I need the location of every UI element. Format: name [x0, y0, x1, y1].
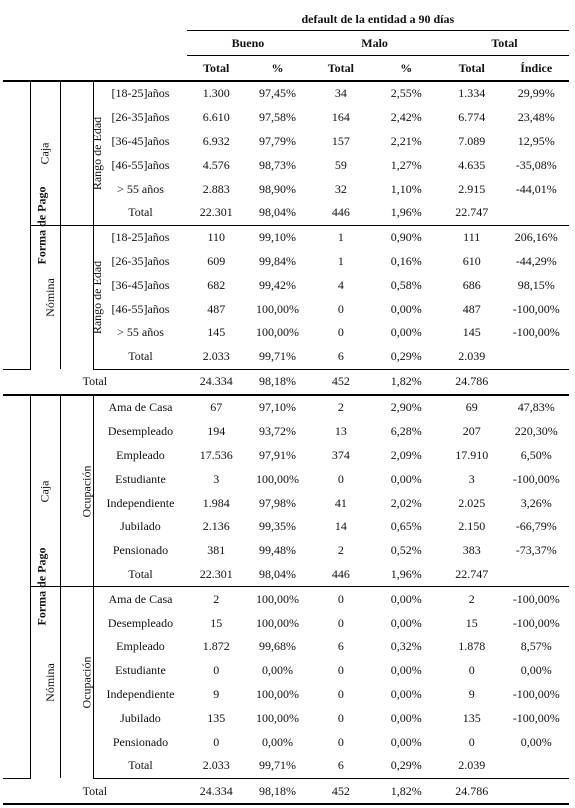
- cell-value: 15: [465, 615, 478, 630]
- grand-total-value: 98,18%: [246, 778, 309, 804]
- default-table: [3, 8, 569, 805]
- cell-value: 0,65%: [390, 519, 422, 534]
- cell-value: 207: [462, 424, 481, 439]
- cell-value: 1.872: [202, 639, 230, 654]
- subcol-header: %: [373, 56, 441, 82]
- cell-value: 135: [207, 710, 226, 725]
- cell-value: 0: [337, 615, 344, 630]
- cell-value: 97,98%: [258, 495, 296, 510]
- block-label-text: Caja: [37, 142, 52, 165]
- cell-value: 1: [337, 253, 344, 268]
- subtotal-value: 2.033: [187, 754, 246, 778]
- subtotal-label: Total: [94, 201, 187, 225]
- cell-value: 0,00%: [390, 710, 422, 725]
- cell-value: 12,95%: [517, 133, 555, 148]
- cell-value: -100,00%: [512, 710, 560, 725]
- cell-value: 686: [462, 277, 481, 292]
- subtotal-value: 6: [309, 754, 372, 778]
- cell-value: 15: [210, 615, 223, 630]
- row-label: Independiente: [94, 683, 187, 707]
- group-header-malo: Malo: [309, 31, 440, 56]
- cell-value: -44,01%: [515, 181, 557, 196]
- cell-value: 2,21%: [390, 133, 422, 148]
- cell-value: -73,37%: [515, 543, 557, 558]
- cell-value: 100,00%: [255, 471, 299, 486]
- cell-value: 17.536: [199, 448, 233, 463]
- grand-total-row: [3, 778, 569, 804]
- row-label: [26-35]años: [94, 106, 187, 130]
- subtotal-value: 22.747: [455, 567, 489, 582]
- subcol-header: %: [246, 56, 309, 82]
- grand-total-value: 1,82%: [373, 778, 441, 804]
- cell-value: 0,32%: [390, 639, 422, 654]
- cell-value: 7.089: [458, 133, 486, 148]
- cell-value: 99,48%: [258, 543, 296, 558]
- group-header-bueno: Bueno: [187, 31, 309, 56]
- cell-value: 145: [462, 325, 481, 340]
- cell-value: 0,90%: [373, 225, 441, 249]
- cell-value: 164: [331, 110, 350, 125]
- grand-total-value: 24.334: [187, 369, 246, 395]
- cell-value: 98,73%: [258, 157, 296, 172]
- subtotal-value: 2.039: [440, 345, 503, 369]
- var-label-text: Rango de Edad: [89, 116, 104, 191]
- grand-total-value: 24.334: [187, 778, 246, 804]
- cell-value: 2.883: [202, 181, 230, 196]
- cell-value: 0: [468, 734, 475, 749]
- cell-value: 1,27%: [390, 157, 422, 172]
- cell-value: 0: [337, 734, 344, 749]
- row-label: Ama de Casa: [94, 587, 187, 611]
- subtotal-value: [503, 201, 569, 225]
- cell-value: 2,90%: [390, 400, 422, 415]
- row-label: [26-35]años: [94, 250, 187, 274]
- cell-value: -35,08%: [515, 157, 557, 172]
- cell-value: 6,28%: [390, 424, 422, 439]
- cell-value: -100,00%: [503, 587, 569, 611]
- cell-value: 23,48%: [517, 110, 555, 125]
- cell-value: 383: [462, 543, 481, 558]
- cell-value: 2: [187, 587, 246, 611]
- table-row: [3, 395, 569, 420]
- cell-value: 1.334: [458, 86, 486, 101]
- cell-value: 9: [468, 687, 475, 702]
- cell-value: 1.984: [202, 495, 230, 510]
- row-label: Jubilado: [94, 515, 187, 539]
- cell-value: 0: [337, 325, 344, 340]
- cell-value: 145: [207, 325, 226, 340]
- row-label: [46-55]años: [94, 153, 187, 177]
- row-label: Ama de Casa: [94, 395, 187, 420]
- cell-value: 0,58%: [390, 277, 422, 292]
- cell-value: 0: [337, 301, 344, 316]
- cell-value: 0,00%: [390, 663, 422, 678]
- row-label: Estudiante: [94, 467, 187, 491]
- cell-value: 13: [334, 424, 347, 439]
- row-label: [36-45]años: [94, 273, 187, 297]
- cell-value: 93,72%: [258, 424, 296, 439]
- cell-value: 0,00%: [390, 615, 422, 630]
- cell-value: 1,10%: [390, 181, 422, 196]
- cell-value: 111: [440, 225, 503, 249]
- subtotal-value: 99,71%: [246, 754, 309, 778]
- cell-value: 0,00%: [373, 587, 441, 611]
- cell-value: -66,79%: [515, 519, 557, 534]
- cell-value: 0,00%: [390, 687, 422, 702]
- cell-value: 0: [337, 663, 344, 678]
- block-label-text: Nómina: [42, 663, 57, 703]
- row-label: > 55 años: [94, 177, 187, 201]
- cell-value: 0: [213, 734, 220, 749]
- grand-total-value: 24.786: [440, 369, 503, 395]
- cell-value: 32: [334, 181, 347, 196]
- subtotal-label: Total: [94, 345, 187, 369]
- subtotal-value: 0,29%: [373, 345, 441, 369]
- subtotal-value: 22.747: [455, 205, 489, 220]
- var-label-text: Ocupación: [78, 656, 93, 709]
- cell-value: 0,52%: [390, 543, 422, 558]
- cell-value: 99,42%: [258, 277, 296, 292]
- cell-value: 135: [462, 710, 481, 725]
- group-header-total: Total: [440, 31, 569, 56]
- subtotal-value: 98,04%: [258, 205, 296, 220]
- cell-value: 0,00%: [390, 301, 422, 316]
- grand-total-value: 452: [309, 778, 372, 804]
- cell-value: 157: [331, 133, 350, 148]
- subtotal-value: [503, 754, 569, 778]
- subtotal-value: 99,71%: [246, 345, 309, 369]
- cell-value: -100,00%: [512, 471, 560, 486]
- cell-value: 97,10%: [258, 400, 296, 415]
- var-label: [60, 587, 94, 778]
- grand-total-label: Total: [3, 369, 187, 395]
- block-label: [30, 225, 60, 369]
- cell-value: 2,09%: [390, 448, 422, 463]
- cell-value: 1.300: [202, 86, 230, 101]
- grand-total-value: 24.786: [440, 778, 503, 804]
- cell-value: 0,00%: [261, 734, 293, 749]
- grand-total-value: [503, 778, 569, 804]
- cell-value: 487: [462, 301, 481, 316]
- outer-label-text: Forma de Pago: [34, 186, 49, 265]
- cell-value: -100,00%: [512, 687, 560, 702]
- subcol-header: Índice: [503, 56, 569, 82]
- subcol-header: Total: [440, 56, 503, 82]
- subtotal-value: 1,96%: [390, 205, 422, 220]
- cell-value: 6: [337, 639, 344, 654]
- cell-value: 100,00%: [255, 325, 299, 340]
- subcol-header: Total: [187, 56, 246, 82]
- cell-value: -100,00%: [512, 301, 560, 316]
- block-label: [30, 587, 60, 778]
- cell-value: 381: [207, 543, 226, 558]
- cell-value: 41: [334, 495, 347, 510]
- cell-value: 0,00%: [390, 734, 422, 749]
- subcol-header: Total: [309, 56, 372, 82]
- cell-value: 2.915: [458, 181, 486, 196]
- cell-value: 682: [207, 277, 226, 292]
- cell-value: -44,29%: [515, 253, 557, 268]
- cell-value: 2.150: [458, 519, 486, 534]
- row-label: Empleado: [94, 444, 187, 468]
- cell-value: 2: [440, 587, 503, 611]
- cell-value: 0: [337, 687, 344, 702]
- cell-value: 9: [213, 687, 220, 702]
- subtotal-value: 1,96%: [390, 567, 422, 582]
- cell-value: 0: [213, 663, 220, 678]
- row-label: [46-55]años: [94, 297, 187, 321]
- cell-value: 0: [337, 471, 344, 486]
- cell-value: 97,45%: [258, 86, 296, 101]
- cell-value: 6,50%: [520, 448, 552, 463]
- cell-value: 2: [337, 543, 344, 558]
- subtotal-value: 98,04%: [258, 567, 296, 582]
- cell-value: 194: [207, 424, 226, 439]
- row-label: Pensionado: [94, 539, 187, 563]
- cell-value: 4.576: [202, 157, 230, 172]
- grand-total-row: [3, 369, 569, 395]
- table-row: [3, 81, 569, 106]
- cell-value: 0,00%: [390, 325, 422, 340]
- cell-value: 100,00%: [255, 710, 299, 725]
- cell-value: 220,30%: [514, 424, 558, 439]
- cell-value: 99,68%: [258, 639, 296, 654]
- grand-total-value: [503, 369, 569, 395]
- cell-value: 0,00%: [390, 471, 422, 486]
- subtotal-value: 2.039: [440, 754, 503, 778]
- cell-value: 6.774: [458, 110, 486, 125]
- block-label: [30, 81, 60, 225]
- row-label: [18-25]años: [94, 225, 187, 249]
- row-label: [18-25]años: [94, 81, 187, 106]
- cell-value: 0,00%: [520, 734, 552, 749]
- cell-value: 1.878: [458, 639, 486, 654]
- cell-value: 100,00%: [246, 587, 309, 611]
- cell-value: 609: [207, 253, 226, 268]
- cell-value: 98,90%: [258, 181, 296, 196]
- cell-value: 97,91%: [258, 448, 296, 463]
- cell-value: 0,16%: [390, 253, 422, 268]
- cell-value: 17.910: [455, 448, 489, 463]
- cell-value: 0: [309, 587, 372, 611]
- outer-label-text: Forma de Pago: [34, 547, 49, 626]
- cell-value: 2,02%: [390, 495, 422, 510]
- row-label: Desempleado: [94, 420, 187, 444]
- subtotal-value: 2.033: [187, 345, 246, 369]
- row-label: [36-45]años: [94, 130, 187, 154]
- cell-value: 99,35%: [258, 519, 296, 534]
- block-label-text: Caja: [37, 480, 52, 503]
- cell-value: 34: [334, 86, 347, 101]
- cell-value: 97,79%: [258, 133, 296, 148]
- cell-value: 2,55%: [390, 86, 422, 101]
- grand-total-value: 1,82%: [373, 369, 441, 395]
- cell-value: 69: [465, 400, 478, 415]
- block-label-text: Nómina: [42, 278, 57, 317]
- cell-value: 4: [337, 277, 344, 292]
- cell-value: 610: [462, 253, 481, 268]
- row-label: Empleado: [94, 635, 187, 659]
- grand-total-label: Total: [3, 778, 187, 804]
- row-label: Pensionado: [94, 730, 187, 754]
- cell-value: 110: [187, 225, 246, 249]
- cell-value: 374: [331, 448, 350, 463]
- var-label-text: Rango de Edad: [89, 260, 104, 335]
- cell-value: 100,00%: [255, 615, 299, 630]
- cell-value: 0,00%: [261, 663, 293, 678]
- cell-value: 2.025: [458, 495, 486, 510]
- cell-value: 206,16%: [503, 225, 569, 249]
- subtotal-label: Total: [94, 754, 187, 778]
- cell-value: 97,58%: [258, 110, 296, 125]
- subtotal-value: 6: [309, 345, 372, 369]
- cell-value: 1: [309, 225, 372, 249]
- var-label-text: Ocupación: [78, 465, 93, 518]
- cell-value: 3,26%: [520, 495, 552, 510]
- cell-value: 6.610: [202, 110, 230, 125]
- cell-value: 2,42%: [390, 110, 422, 125]
- cell-value: 100,00%: [255, 301, 299, 316]
- var-label: [60, 225, 104, 369]
- grand-total-value: 452: [309, 369, 372, 395]
- cell-value: 4.635: [458, 157, 486, 172]
- cell-value: 14: [334, 519, 347, 534]
- row-label: Independiente: [94, 491, 187, 515]
- row-label: Estudiante: [94, 659, 187, 683]
- row-label: Desempleado: [94, 611, 187, 635]
- cell-value: -100,00%: [512, 325, 560, 340]
- cell-value: 99,10%: [246, 225, 309, 249]
- table-row: [3, 225, 569, 249]
- var-label: [60, 81, 104, 225]
- subtotal-value: 446: [331, 567, 350, 582]
- cell-value: 47,83%: [517, 400, 555, 415]
- subtotal-value: 0,29%: [373, 754, 441, 778]
- cell-value: 98,15%: [517, 277, 555, 292]
- cell-value: 0,00%: [520, 663, 552, 678]
- cell-value: 0: [337, 710, 344, 725]
- cell-value: 0: [468, 663, 475, 678]
- subtotal-value: [503, 345, 569, 369]
- subtotal-value: 446: [331, 205, 350, 220]
- cell-value: 3: [213, 471, 220, 486]
- cell-value: 2: [337, 400, 344, 415]
- cell-value: 3: [468, 471, 475, 486]
- cell-value: 99,84%: [258, 253, 296, 268]
- table-title: default de la entidad a 90 días: [187, 8, 569, 31]
- table-row: [3, 587, 569, 611]
- cell-value: 6.932: [202, 133, 230, 148]
- subtotal-value: 22.301: [199, 205, 233, 220]
- cell-value: 8,57%: [520, 639, 552, 654]
- row-label: Jubilado: [94, 706, 187, 730]
- cell-value: 67: [210, 400, 223, 415]
- subtotal-value: 22.301: [199, 567, 233, 582]
- cell-value: 29,99%: [517, 86, 555, 101]
- cell-value: 59: [334, 157, 347, 172]
- block-label: [30, 395, 60, 587]
- cell-value: 487: [207, 301, 226, 316]
- cell-value: 100,00%: [255, 687, 299, 702]
- var-label: [60, 395, 94, 587]
- cell-value: 2.136: [202, 519, 230, 534]
- cell-value: -100,00%: [512, 615, 560, 630]
- grand-total-value: 98,18%: [246, 369, 309, 395]
- subtotal-label: Total: [94, 563, 187, 587]
- subtotal-value: [503, 563, 569, 587]
- row-label: > 55 años: [94, 321, 187, 345]
